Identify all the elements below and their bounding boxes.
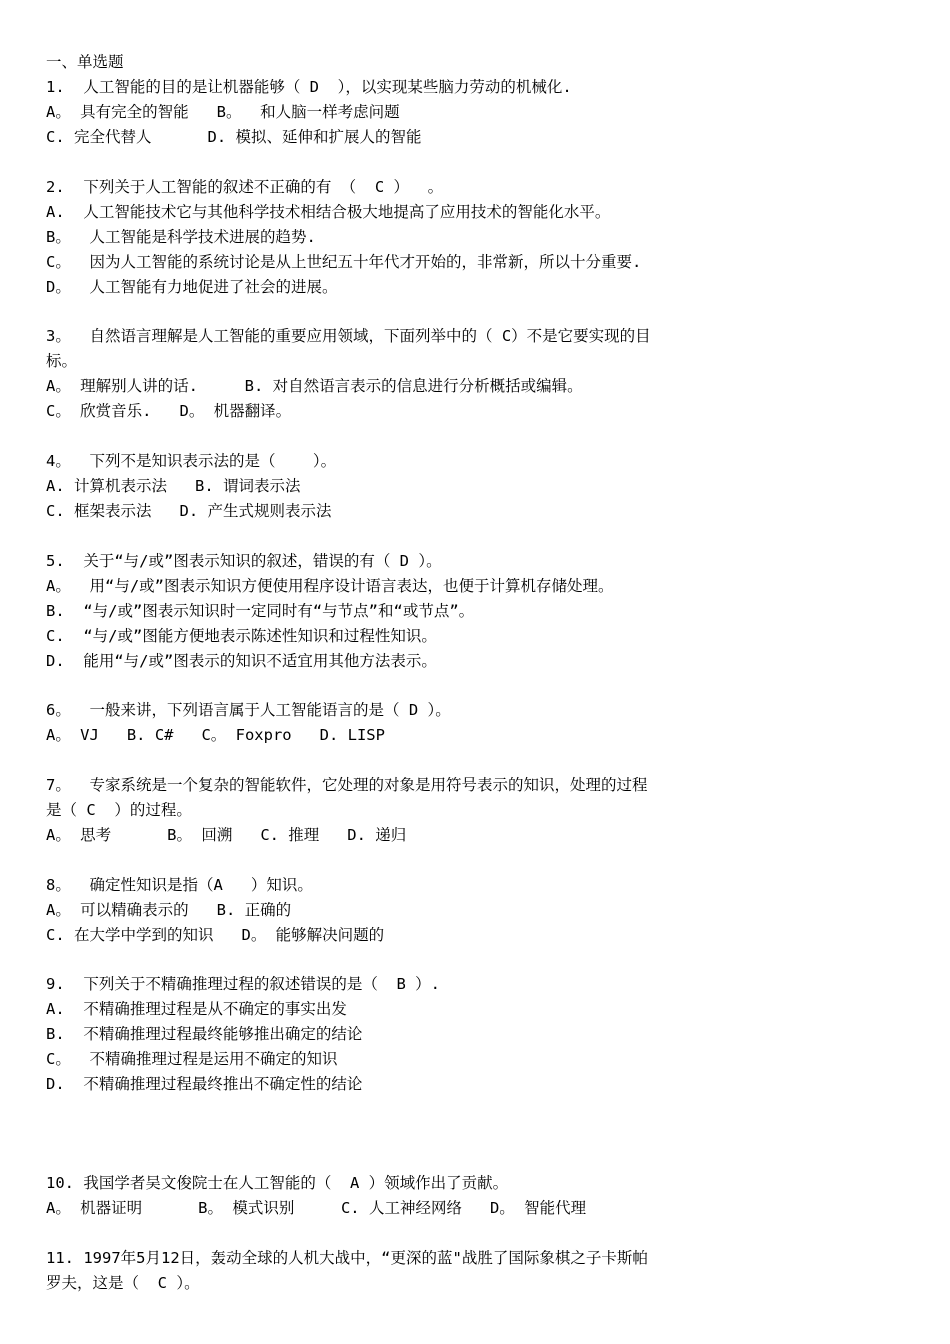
question-10-stem: 10. 我国学者吴文俊院士在人工智能的（ A ）领域作出了贡献。 [46,1174,509,1192]
question-6-option: A。 VJ B. C# C。 Foxpro D. LISP [46,726,385,744]
question-9-option: D. 不精确推理过程最终推出不确定性的结论 [46,1075,363,1093]
question-11-stem: 罗夫，这是（ C ）。 [46,1274,200,1292]
question-6-stem: 6。 一般来讲，下列语言属于人工智能语言的是（ D ）。 [46,701,451,719]
question-9-stem: 9. 下列关于不精确推理过程的叙述错误的是（ B ）. [46,975,440,993]
question-5-option: D. 能用“与/或”图表示的知识不适宜用其他方法表示。 [46,652,437,670]
question-3-option: C。 欣赏音乐. D。 机器翻译。 [46,402,292,420]
question-1-option: C. 完全代替人 D. 模拟、延伸和扩展人的智能 [46,128,422,146]
question-9-option: A. 不精确推理过程是从不确定的事实出发 [46,1000,347,1018]
question-2-option: C。 因为人工智能的系统讨论是从上世纪五十年代才开始的，非常新，所以十分重要. [46,253,642,271]
question-3-stem: 标。 [46,352,78,370]
question-1-option: A。 具有完全的智能 B。 和人脑一样考虑问题 [46,103,400,121]
question-2-option: A. 人工智能技术它与其他科学技术相结合极大地提高了应用技术的智能化水平。 [46,203,611,221]
question-1-stem: 1. 人工智能的目的是让机器能够（ D ），以实现某些脑力劳动的机械化. [46,78,572,96]
question-7-stem: 是（ C ）的过程。 [46,801,192,819]
section-title: 一、单选题 [46,53,124,71]
question-11-stem: 11. 1997年5月12日，轰动全球的人机大战中，“更深的蓝"战胜了国际象棋之子卡斯帕 [46,1249,648,1267]
question-5-option: B. “与/或”图表示知识时一定同时有“与节点”和“或节点”。 [46,602,475,620]
question-9-option: B. 不精确推理过程最终能够推出确定的结论 [46,1025,363,1043]
question-10-option: A。 机器证明 B。 模式识别 C. 人工神经网络 D。 智能代理 [46,1199,587,1217]
question-7-stem: 7。 专家系统是一个复杂的智能软件，它处理的对象是用符号表示的知识，处理的过程 [46,776,648,794]
question-4-option: C. 框架表示法 D. 产生式规则表示法 [46,502,332,520]
question-2-option: B。 人工智能是科学技术进展的趋势. [46,228,316,246]
question-4-stem: 4。 下列不是知识表示法的是（ ）。 [46,452,337,470]
question-5-stem: 5. 关于“与/或”图表示知识的叙述，错误的有（ D ）。 [46,552,442,570]
question-5-option: C. “与/或”图能方便地表示陈述性知识和过程性知识。 [46,627,437,645]
question-8-stem: 8。 确定性知识是指（A ）知识。 [46,876,313,894]
question-8-option: A。 可以精确表示的 B. 正确的 [46,901,292,919]
question-8-option: C. 在大学中学到的知识 D。 能够解决问题的 [46,926,385,944]
question-9-option: C。 不精确推理过程是运用不确定的知识 [46,1050,338,1068]
question-4-option: A. 计算机表示法 B. 谓词表示法 [46,477,301,495]
question-3-stem: 3。 自然语言理解是人工智能的重要应用领域，下面列举中的（ C）不是它要实现的目 [46,327,651,345]
question-2-option: D。 人工智能有力地促进了社会的进展。 [46,278,338,296]
question-3-option: A。 理解别人讲的话. B. 对自然语言表示的信息进行分析概括或编辑。 [46,377,583,395]
question-2-stem: 2. 下列关于人工智能的叙述不正确的有 （ C ） 。 [46,178,444,196]
question-7-option: A。 思考 B。 回溯 C. 推理 D. 递归 [46,826,407,844]
question-5-option: A。 用“与/或”图表示知识方便使用程序设计语言表达，也便于计算机存储处理。 [46,577,614,595]
